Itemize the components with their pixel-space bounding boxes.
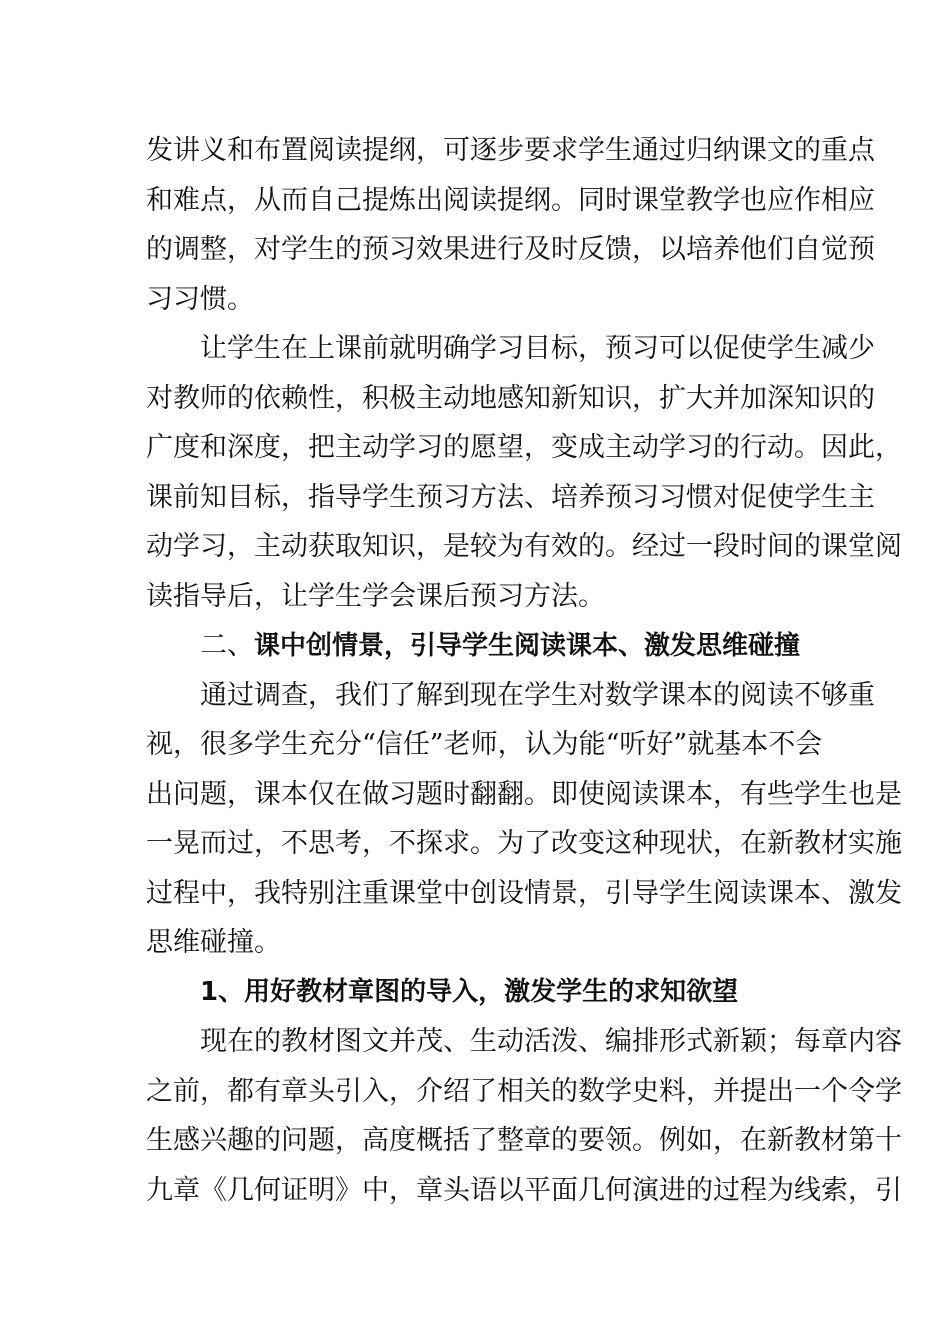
text-line: 习习惯。 xyxy=(146,283,254,315)
document-body xyxy=(146,126,902,1215)
paragraph xyxy=(146,671,902,968)
paragraph xyxy=(146,1017,902,1215)
section-heading xyxy=(146,621,836,671)
text-line: 动学习，主动获取知识，是较为有效的。经过一段时间的课堂阅 xyxy=(146,531,902,562)
heading-line xyxy=(146,621,836,671)
paragraph xyxy=(146,126,875,324)
heading-text: 1、用好教材章图的导入，激发学生的求知欲望 xyxy=(200,976,739,1007)
text-line: 之前，都有章头引入，介绍了相关的数学史料，并提出一个令学 xyxy=(146,1075,902,1107)
paragraph xyxy=(146,324,902,621)
text-line: 让学生在上课前就明确学习目标，预习可以促使学生减少 xyxy=(200,333,875,364)
text-line: 对教师的依赖性，积极主动地感知新知识，扩大并加深知识的 xyxy=(146,382,875,414)
text-line: 课前知目标，指导学生预习方法、培养预习习惯对促使学生主 xyxy=(146,481,875,513)
text-line: 视，很多学生充分“信任”老师，认为能“听好”就基本不会 xyxy=(146,729,823,760)
text-line: 出问题，课本仅在做习题时翻翻。即使阅读课本，有些学生也是 xyxy=(146,778,902,810)
text-line: 的调整，对学生的预习效果进行及时反馈，以培养他们自觉预 xyxy=(146,234,875,265)
text-line: 思维碰撞。 xyxy=(146,927,281,958)
text-line: 现在的教材图文并茂、生动活泼、编排形式新颖；每章内容 xyxy=(200,1026,902,1057)
subsection-heading xyxy=(146,968,836,1018)
text-line: 读指导后，让学生学会课后预习方法。 xyxy=(146,580,605,612)
text-line: 广度和深度，把主动学习的愿望，变成主动学习的行动。因此， xyxy=(146,432,902,463)
text-line: 和难点，从而自己提炼出阅读提纲。同时课堂教学也应作相应 xyxy=(146,184,875,216)
text-line: 一晃而过，不思考，不探求。为了改变这种现状，在新教材实施 xyxy=(146,828,902,859)
heading-prefix: 二、 xyxy=(200,630,254,661)
text-line: 过程中，我特别注重课堂中创设情景，引导学生阅读课本、激发 xyxy=(146,877,902,909)
text-line: 生感兴趣的问题，高度概括了整章的要领。例如，在新教材第十 xyxy=(146,1125,902,1156)
heading-text: 课中创情景，引导学生阅读课本、激发思维碰撞 xyxy=(254,631,801,661)
text-line: 发讲义和布置阅读提纲，可逐步要求学生通过归纳课文的重点 xyxy=(146,135,875,166)
text-line: 九章《几何证明》中，章头语以平面几何演进的过程为线索，引 xyxy=(146,1174,902,1206)
text-line: 通过调查，我们了解到现在学生对数学课本的阅读不够重 xyxy=(200,679,875,711)
